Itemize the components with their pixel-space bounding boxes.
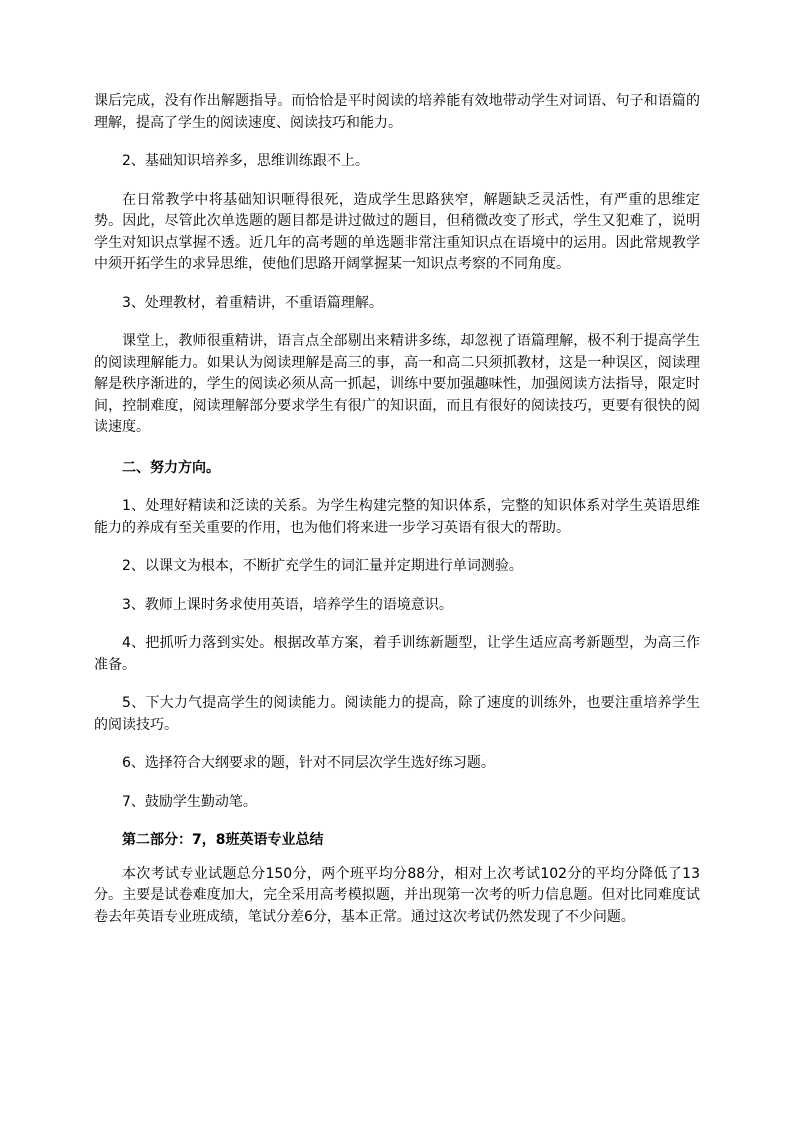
section-heading-direction: 二、努力方向。 <box>122 459 220 476</box>
paragraph-direction-6: 6、选择符合大纲要求的题，针对不同层次学生选好练习题。 <box>122 755 495 771</box>
paragraph-direction-4: 4、把抓听力落到实处。根据改革方案，着手训练新题型，让学生适应高考新题型，为高三作准备。 <box>94 635 700 673</box>
paragraph-direction-2: 2、以课文为根本，不断扩充学生的词汇量并定期进行单词测验。 <box>122 558 523 574</box>
document-body <box>94 91 700 928</box>
paragraph-direction-5: 5、下大力气提高学生的阅读能力。阅读能力的提高，除了速度的训练外，也要注重培养学生的阅读技巧。 <box>94 695 700 733</box>
paragraph-point-3: 3、处理教材，着重精讲，不重语篇理解。 <box>122 294 383 311</box>
paragraph-point-2-detail: 在日常教学中将基础知识咂得很死，造成学生思路狭窄，解题缺乏灵活性，有严重的思维定势。因此，尽管此次单选题的题目都是讲过做过的题目，但稍微改变了形式，学生又犯难了，说明学生对知识点掌握不透。近几年的高考题的单选题非常注重知识点在语境中的运用。因此常规教学中须开拓学生的求异思维，使他们思路开阔掌握某一知识点考察的不同角度。 <box>94 191 700 272</box>
paragraph-direction-3: 3、教师上课时务求使用英语，培养学生的语境意识。 <box>122 596 453 613</box>
paragraph-point-2: 2、基础知识培养多，思维训练跟不上。 <box>122 153 369 169</box>
paragraph-direction-1: 1、处理好精读和泛读的关系。为学生构建完整的知识体系，完整的知识体系对学生英语思维能力的养成有至关重要的作用，也为他们将来进一步学习英语有很大的帮助。 <box>94 498 700 536</box>
paragraph-part-two-summary: 本次考试专业试题总分150分，两个班平均分88分，相对上次考试102分的平均分降低了13分。主要是试卷难度加大，完全采用高考模拟题，并出现第一次考的听力信息题。但对比同难度试卷去年英语专业班成绩，笔试分差6分，基本正常。通过这次考试仍然发现了不少问题。 <box>94 865 700 925</box>
paragraph-intro-continuation: 课后完成，没有作出解题指导。而恰恰是平时阅读的培养能有效地带动学生对词语、句子和语篇的理解，提高了学生的阅读速度、阅读技巧和能力。 <box>94 93 700 131</box>
section-heading-part-two: 第二部分：7，8班英语专业总结 <box>122 832 324 848</box>
paragraph-direction-7: 7、鼓励学生勤动笔。 <box>122 793 257 810</box>
paragraph-point-3-detail: 课堂上，教师很重精讲，语言点全部剔出来精讲多练，却忽视了语篇理解，极不利于提高学生的阅读理解能力。如果认为阅读理解是高三的事，高一和高二只须抓教材，这是一种误区，阅读理解是秩序渐进的，学生的阅读必须从高一抓起，训练中要加强趣味性，加强阅读方法指导，限定时间，控制难度，阅读理解部分要求学生有很广的知识面，而且有很好的阅读技巧，更要有很快的阅读速度。 <box>94 333 700 435</box>
